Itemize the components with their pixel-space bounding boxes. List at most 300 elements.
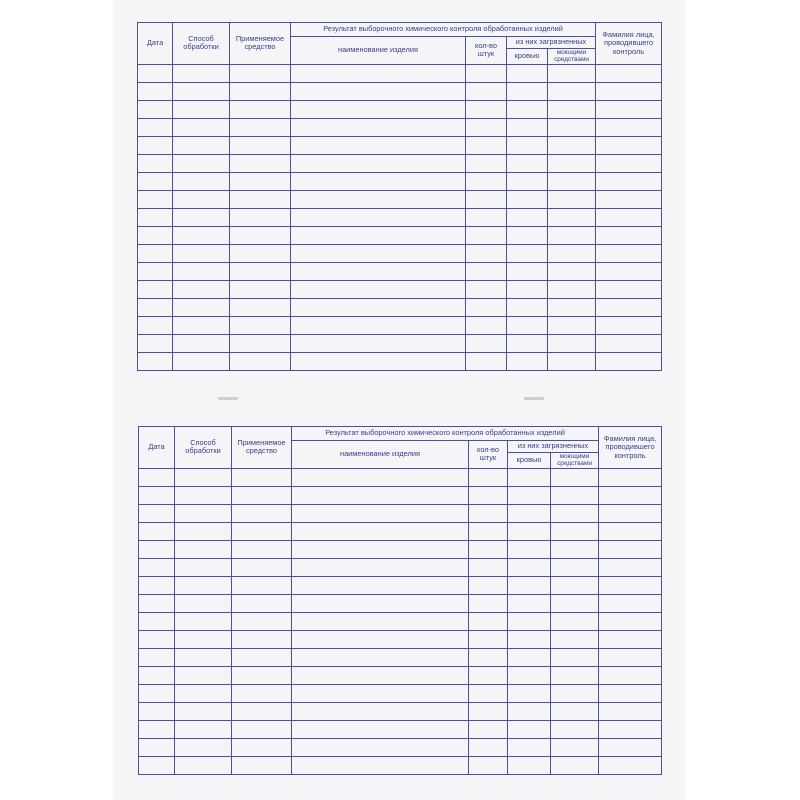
item-name-cell[interactable] (292, 486, 469, 504)
method-cell[interactable] (173, 226, 230, 244)
detergents-cell[interactable] (548, 190, 596, 208)
date-cell[interactable] (139, 540, 175, 558)
responsible-cell[interactable] (596, 262, 662, 280)
date-cell[interactable] (138, 82, 173, 100)
detergents-cell[interactable] (551, 684, 599, 702)
header-detergents: моющими средствами (548, 49, 596, 65)
quantity-cell[interactable] (466, 262, 507, 280)
responsible-cell[interactable] (596, 298, 662, 316)
date-cell[interactable] (138, 136, 173, 154)
table-row (139, 612, 662, 630)
blood-cell[interactable] (508, 594, 551, 612)
item-name-cell[interactable] (291, 100, 466, 118)
quantity-cell[interactable] (469, 522, 508, 540)
item-name-cell[interactable] (292, 648, 469, 666)
date-cell[interactable] (139, 684, 175, 702)
blood-cell[interactable] (507, 244, 548, 262)
date-cell[interactable] (138, 154, 173, 172)
method-cell[interactable] (173, 352, 230, 370)
agent-cell[interactable] (230, 136, 291, 154)
date-cell[interactable] (138, 262, 173, 280)
item-name-cell[interactable] (292, 558, 469, 576)
agent-cell[interactable] (232, 630, 292, 648)
item-name-cell[interactable] (292, 522, 469, 540)
detergents-cell[interactable] (551, 522, 599, 540)
date-cell[interactable] (138, 208, 173, 226)
date-cell[interactable] (138, 244, 173, 262)
detergents-cell[interactable] (551, 468, 599, 486)
method-cell[interactable] (175, 612, 232, 630)
responsible-cell[interactable] (596, 226, 662, 244)
detergents-cell[interactable] (548, 118, 596, 136)
item-name-cell[interactable] (292, 666, 469, 684)
quantity-cell[interactable] (466, 280, 507, 298)
blood-cell[interactable] (507, 334, 548, 352)
quantity-cell[interactable] (469, 666, 508, 684)
item-name-cell[interactable] (292, 540, 469, 558)
item-name-cell[interactable] (291, 190, 466, 208)
item-name-cell[interactable] (291, 82, 466, 100)
blood-cell[interactable] (508, 666, 551, 684)
method-cell[interactable] (173, 262, 230, 280)
agent-cell[interactable] (232, 702, 292, 720)
staple-left (218, 397, 238, 400)
responsible-cell[interactable] (596, 244, 662, 262)
method-cell[interactable] (173, 190, 230, 208)
date-cell[interactable] (139, 738, 175, 756)
quantity-cell[interactable] (469, 558, 508, 576)
responsible-cell[interactable] (599, 468, 662, 486)
item-name-cell[interactable] (291, 136, 466, 154)
table-row (138, 352, 662, 370)
detergents-cell[interactable] (548, 136, 596, 154)
date-cell[interactable] (138, 298, 173, 316)
date-cell[interactable] (139, 486, 175, 504)
header-date: Дата (139, 427, 175, 469)
quantity-cell[interactable] (466, 226, 507, 244)
detergents-cell[interactable] (548, 244, 596, 262)
table-row (139, 504, 662, 522)
method-cell[interactable] (173, 64, 230, 82)
blood-cell[interactable] (507, 118, 548, 136)
blood-cell[interactable] (508, 684, 551, 702)
table-row (138, 136, 662, 154)
item-name-cell[interactable] (291, 280, 466, 298)
responsible-cell[interactable] (596, 208, 662, 226)
agent-cell[interactable] (230, 262, 291, 280)
item-name-cell[interactable] (291, 154, 466, 172)
agent-cell[interactable] (230, 352, 291, 370)
detergents-cell[interactable] (551, 630, 599, 648)
agent-cell[interactable] (230, 334, 291, 352)
table-row (138, 208, 662, 226)
table-row (139, 468, 662, 486)
method-cell[interactable] (175, 504, 232, 522)
date-cell[interactable] (139, 648, 175, 666)
date-cell[interactable] (139, 522, 175, 540)
responsible-cell[interactable] (596, 280, 662, 298)
responsible-cell[interactable] (596, 172, 662, 190)
quantity-cell[interactable] (469, 720, 508, 738)
item-name-cell[interactable] (291, 226, 466, 244)
agent-cell[interactable] (230, 172, 291, 190)
quantity-cell[interactable] (466, 154, 507, 172)
agent-cell[interactable] (230, 298, 291, 316)
method-cell[interactable] (175, 468, 232, 486)
table-row (138, 154, 662, 172)
method-cell[interactable] (175, 630, 232, 648)
date-cell[interactable] (139, 702, 175, 720)
date-cell[interactable] (138, 118, 173, 136)
header-blood: кровью (508, 453, 551, 469)
blood-cell[interactable] (507, 208, 548, 226)
method-cell[interactable] (173, 118, 230, 136)
method-cell[interactable] (173, 208, 230, 226)
quantity-cell[interactable] (466, 298, 507, 316)
date-cell[interactable] (138, 334, 173, 352)
detergents-cell[interactable] (551, 540, 599, 558)
blood-cell[interactable] (507, 154, 548, 172)
blood-cell[interactable] (507, 82, 548, 100)
item-name-cell[interactable] (292, 576, 469, 594)
method-cell[interactable] (173, 334, 230, 352)
header-blood: кровью (507, 49, 548, 65)
quantity-cell[interactable] (466, 208, 507, 226)
blood-cell[interactable] (508, 648, 551, 666)
agent-cell[interactable] (232, 684, 292, 702)
item-name-cell[interactable] (292, 594, 469, 612)
item-name-cell[interactable] (292, 612, 469, 630)
responsible-cell[interactable] (599, 558, 662, 576)
method-cell[interactable] (173, 280, 230, 298)
table-row (139, 576, 662, 594)
responsible-cell[interactable] (596, 334, 662, 352)
quantity-cell[interactable] (466, 334, 507, 352)
responsible-cell[interactable] (596, 64, 662, 82)
method-cell[interactable] (173, 154, 230, 172)
table-row (139, 594, 662, 612)
date-cell[interactable] (138, 172, 173, 190)
quantity-cell[interactable] (469, 540, 508, 558)
item-name-cell[interactable] (292, 684, 469, 702)
date-cell[interactable] (139, 756, 175, 774)
blood-cell[interactable] (508, 720, 551, 738)
date-cell[interactable] (138, 64, 173, 82)
item-name-cell[interactable] (291, 352, 466, 370)
item-name-cell[interactable] (292, 504, 469, 522)
header-agent: Применяемое средство (232, 427, 292, 469)
agent-cell[interactable] (232, 486, 292, 504)
date-cell[interactable] (139, 594, 175, 612)
table-row (138, 298, 662, 316)
quantity-cell[interactable] (466, 316, 507, 334)
detergents-cell[interactable] (548, 334, 596, 352)
agent-cell[interactable] (232, 738, 292, 756)
detergents-cell[interactable] (551, 756, 599, 774)
quantity-cell[interactable] (469, 648, 508, 666)
date-cell[interactable] (139, 612, 175, 630)
blood-cell[interactable] (508, 612, 551, 630)
agent-cell[interactable] (232, 522, 292, 540)
responsible-cell[interactable] (599, 594, 662, 612)
date-cell[interactable] (138, 226, 173, 244)
detergents-cell[interactable] (548, 82, 596, 100)
blood-cell[interactable] (507, 262, 548, 280)
blood-cell[interactable] (507, 280, 548, 298)
responsible-cell[interactable] (599, 630, 662, 648)
method-cell[interactable] (175, 486, 232, 504)
date-cell[interactable] (139, 630, 175, 648)
header-agent: Применяемое средство (230, 23, 291, 65)
item-name-cell[interactable] (291, 298, 466, 316)
quantity-cell[interactable] (466, 172, 507, 190)
method-cell[interactable] (175, 702, 232, 720)
item-name-cell[interactable] (291, 64, 466, 82)
item-name-cell[interactable] (292, 702, 469, 720)
item-name-cell[interactable] (291, 118, 466, 136)
responsible-cell[interactable] (599, 738, 662, 756)
method-cell[interactable] (173, 172, 230, 190)
agent-cell[interactable] (230, 316, 291, 334)
agent-cell[interactable] (230, 82, 291, 100)
agent-cell[interactable] (230, 118, 291, 136)
responsible-cell[interactable] (596, 118, 662, 136)
detergents-cell[interactable] (548, 64, 596, 82)
detergents-cell[interactable] (551, 702, 599, 720)
date-cell[interactable] (138, 352, 173, 370)
date-cell[interactable] (138, 316, 173, 334)
responsible-cell[interactable] (599, 612, 662, 630)
quantity-cell[interactable] (469, 756, 508, 774)
detergents-cell[interactable] (548, 154, 596, 172)
quantity-cell[interactable] (469, 684, 508, 702)
method-cell[interactable] (173, 244, 230, 262)
responsible-cell[interactable] (599, 648, 662, 666)
blood-cell[interactable] (508, 756, 551, 774)
date-cell[interactable] (138, 190, 173, 208)
table-row (138, 64, 662, 82)
detergents-cell[interactable] (551, 594, 599, 612)
blood-cell[interactable] (508, 504, 551, 522)
detergents-cell[interactable] (551, 576, 599, 594)
detergents-cell[interactable] (548, 280, 596, 298)
responsible-cell[interactable] (599, 522, 662, 540)
agent-cell[interactable] (232, 594, 292, 612)
detergents-cell[interactable] (548, 316, 596, 334)
method-cell[interactable] (175, 738, 232, 756)
blood-cell[interactable] (508, 576, 551, 594)
blood-cell[interactable] (507, 136, 548, 154)
item-name-cell[interactable] (292, 720, 469, 738)
item-name-cell[interactable] (292, 468, 469, 486)
agent-cell[interactable] (230, 244, 291, 262)
table-row (139, 540, 662, 558)
date-cell[interactable] (139, 720, 175, 738)
blood-cell[interactable] (507, 64, 548, 82)
date-cell[interactable] (138, 100, 173, 118)
quantity-cell[interactable] (466, 136, 507, 154)
responsible-cell[interactable] (596, 154, 662, 172)
method-cell[interactable] (173, 82, 230, 100)
method-cell[interactable] (175, 648, 232, 666)
quantity-cell[interactable] (469, 468, 508, 486)
responsible-cell[interactable] (599, 504, 662, 522)
header-quantity: кол-во штук (466, 37, 507, 65)
agent-cell[interactable] (230, 208, 291, 226)
method-cell[interactable] (173, 298, 230, 316)
table-row (139, 702, 662, 720)
detergents-cell[interactable] (551, 486, 599, 504)
responsible-cell[interactable] (596, 352, 662, 370)
responsible-cell[interactable] (599, 684, 662, 702)
blood-cell[interactable] (508, 630, 551, 648)
blood-cell[interactable] (508, 738, 551, 756)
item-name-cell[interactable] (292, 738, 469, 756)
agent-cell[interactable] (230, 100, 291, 118)
agent-cell[interactable] (230, 64, 291, 82)
blood-cell[interactable] (507, 226, 548, 244)
date-cell[interactable] (139, 576, 175, 594)
quantity-cell[interactable] (469, 594, 508, 612)
quantity-cell[interactable] (469, 504, 508, 522)
detergents-cell[interactable] (548, 262, 596, 280)
quantity-cell[interactable] (466, 244, 507, 262)
method-cell[interactable] (173, 316, 230, 334)
blood-cell[interactable] (507, 298, 548, 316)
quantity-cell[interactable] (466, 64, 507, 82)
detergents-cell[interactable] (548, 352, 596, 370)
blood-cell[interactable] (507, 316, 548, 334)
quantity-cell[interactable] (469, 630, 508, 648)
responsible-cell[interactable] (599, 576, 662, 594)
agent-cell[interactable] (232, 540, 292, 558)
blood-cell[interactable] (507, 190, 548, 208)
agent-cell[interactable] (232, 504, 292, 522)
responsible-cell[interactable] (599, 720, 662, 738)
responsible-cell[interactable] (599, 702, 662, 720)
agent-cell[interactable] (230, 154, 291, 172)
quantity-cell[interactable] (466, 100, 507, 118)
responsible-cell[interactable] (599, 666, 662, 684)
blood-cell[interactable] (507, 352, 548, 370)
table-row (139, 684, 662, 702)
agent-cell[interactable] (230, 190, 291, 208)
blood-cell[interactable] (508, 486, 551, 504)
method-cell[interactable] (173, 100, 230, 118)
method-cell[interactable] (175, 576, 232, 594)
item-name-cell[interactable] (291, 244, 466, 262)
responsible-cell[interactable] (596, 82, 662, 100)
header-result: Результат выборочного химического контроля обработанных изделий (291, 23, 596, 37)
table-row (139, 738, 662, 756)
blood-cell[interactable] (507, 172, 548, 190)
quantity-cell[interactable] (466, 352, 507, 370)
agent-cell[interactable] (232, 720, 292, 738)
detergents-cell[interactable] (551, 648, 599, 666)
method-cell[interactable] (175, 522, 232, 540)
header-method: Способ обработки (173, 23, 230, 65)
blood-cell[interactable] (508, 702, 551, 720)
blood-cell[interactable] (508, 522, 551, 540)
detergents-cell[interactable] (551, 612, 599, 630)
responsible-cell[interactable] (596, 190, 662, 208)
method-cell[interactable] (175, 684, 232, 702)
method-cell[interactable] (175, 720, 232, 738)
date-cell[interactable] (139, 558, 175, 576)
detergents-cell[interactable] (551, 738, 599, 756)
blood-cell[interactable] (507, 100, 548, 118)
agent-cell[interactable] (230, 226, 291, 244)
agent-cell[interactable] (232, 612, 292, 630)
item-name-cell[interactable] (291, 208, 466, 226)
item-name-cell[interactable] (291, 262, 466, 280)
detergents-cell[interactable] (548, 298, 596, 316)
agent-cell[interactable] (232, 756, 292, 774)
blood-cell[interactable] (508, 558, 551, 576)
date-cell[interactable] (138, 280, 173, 298)
date-cell[interactable] (139, 666, 175, 684)
item-name-cell[interactable] (292, 756, 469, 774)
responsible-cell[interactable] (599, 756, 662, 774)
item-name-cell[interactable] (292, 630, 469, 648)
method-cell[interactable] (175, 666, 232, 684)
blood-cell[interactable] (508, 468, 551, 486)
responsible-cell[interactable] (596, 136, 662, 154)
responsible-cell[interactable] (599, 540, 662, 558)
quantity-cell[interactable] (469, 738, 508, 756)
responsible-cell[interactable] (599, 486, 662, 504)
quantity-cell[interactable] (466, 118, 507, 136)
agent-cell[interactable] (232, 558, 292, 576)
method-cell[interactable] (173, 136, 230, 154)
detergents-cell[interactable] (548, 100, 596, 118)
item-name-cell[interactable] (291, 316, 466, 334)
detergents-cell[interactable] (548, 208, 596, 226)
blood-cell[interactable] (508, 540, 551, 558)
method-cell[interactable] (175, 558, 232, 576)
agent-cell[interactable] (230, 280, 291, 298)
quantity-cell[interactable] (469, 702, 508, 720)
table-row (138, 118, 662, 136)
responsible-cell[interactable] (596, 100, 662, 118)
method-cell[interactable] (175, 756, 232, 774)
method-cell[interactable] (175, 540, 232, 558)
detergents-cell[interactable] (551, 504, 599, 522)
responsible-cell[interactable] (596, 316, 662, 334)
agent-cell[interactable] (232, 648, 292, 666)
agent-cell[interactable] (232, 666, 292, 684)
quantity-cell[interactable] (469, 612, 508, 630)
quantity-cell[interactable] (469, 486, 508, 504)
item-name-cell[interactable] (291, 334, 466, 352)
agent-cell[interactable] (232, 468, 292, 486)
detergents-cell[interactable] (551, 558, 599, 576)
quantity-cell[interactable] (466, 190, 507, 208)
table-row (138, 190, 662, 208)
agent-cell[interactable] (232, 576, 292, 594)
item-name-cell[interactable] (291, 172, 466, 190)
table-row (139, 486, 662, 504)
detergents-cell[interactable] (551, 720, 599, 738)
detergents-cell[interactable] (548, 172, 596, 190)
date-cell[interactable] (139, 504, 175, 522)
detergents-cell[interactable] (551, 666, 599, 684)
detergents-cell[interactable] (548, 226, 596, 244)
method-cell[interactable] (175, 594, 232, 612)
quantity-cell[interactable] (469, 576, 508, 594)
date-cell[interactable] (139, 468, 175, 486)
quantity-cell[interactable] (466, 82, 507, 100)
